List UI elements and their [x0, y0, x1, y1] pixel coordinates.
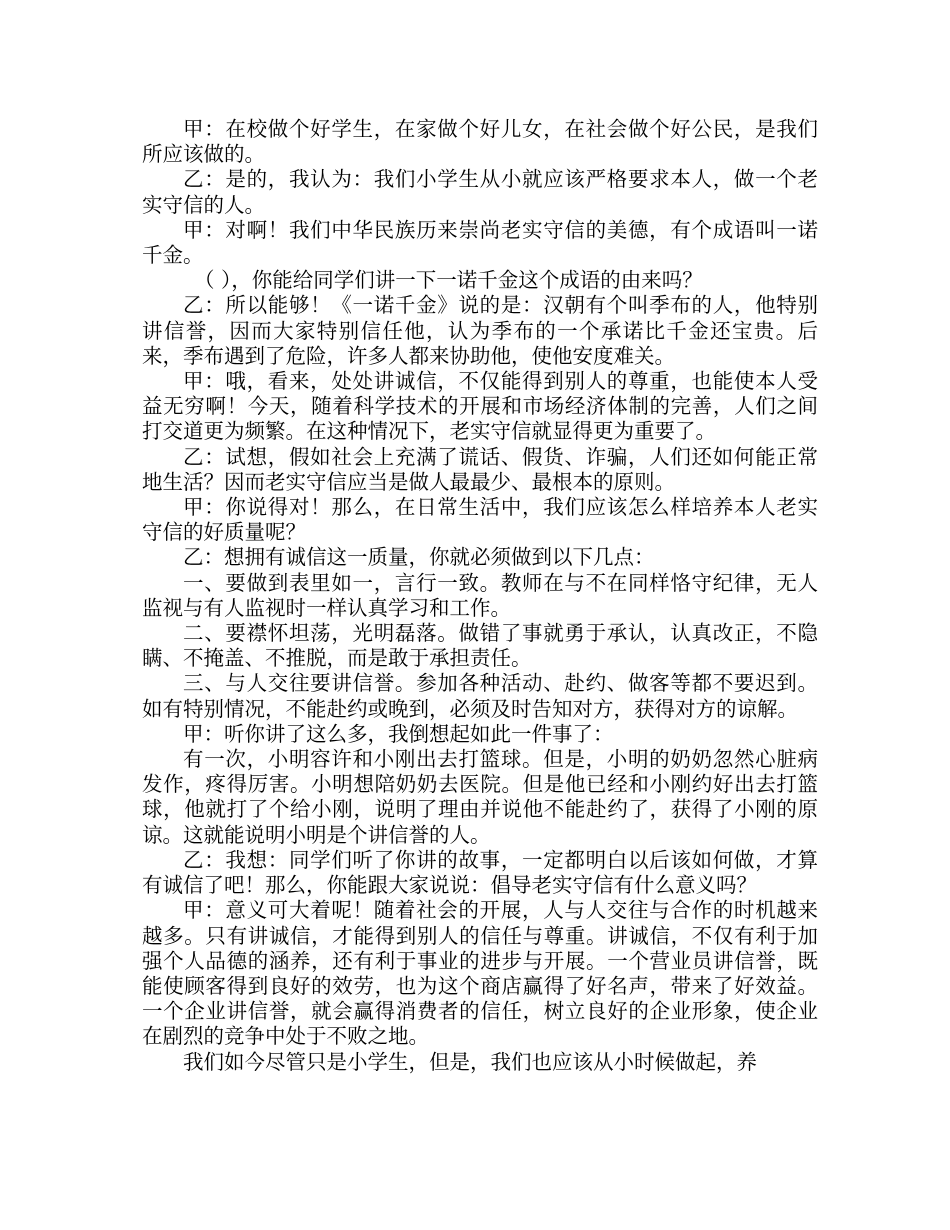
paragraph-8: 甲：你说得对！那么，在日常生活中，我们应该怎么样培养本人老实守信的好质量呢？	[142, 495, 818, 545]
paragraph-17: 我们如今尽管只是小学生，但是，我们也应该从小时候做起，养	[183, 1049, 757, 1074]
paragraph-7: 乙：试想，假如社会上充满了谎话、假货、诈骗，人们还如何能正常地生活？因而老实守信应当是做人最最少、最根本的原则。	[142, 444, 818, 494]
paragraph-5: 乙：所以能够！《一诺千金》说的是：汉朝有个叫季布的人，他特别讲信誉，因而大家特别信任他，认为季布的一个承诺比千金还宝贵。后来，季布遇到了危险，许多人都来协助他，使他安度难关。	[142, 293, 818, 368]
paragraph-3: 甲：对啊！我们中华民族历来崇尚老实守信的美德，有个成语叫一诺千金。	[142, 217, 818, 268]
paragraph-2: 乙：是的，我认为：我们小学生从小就应该严格要求本人，做一个老实守信的人。	[142, 167, 818, 217]
paragraph-10: 一、要做到表里如一，言行一致。教师在与不在同样恪守纪律，无人监视与有人监视时一样认真学习和工作。	[142, 570, 818, 620]
paragraph-14: 有一次，小明容许和小刚出去打篮球。但是，小明的奶奶忽然心脏病发作，疼得厉害。小明想陪奶奶去医院。但是他已经和小刚约好出去打篮球，他就打了个给小刚，说明了理由并说他不能赴约了，获得了小刚的原谅。这就能说明小明是个讲信誉的人。	[142, 747, 818, 847]
paragraph-12: 三、与人交往要讲信誉。参加各种活动、赴约、做客等都不要迟到。如有特别情况，不能赴约或晚到，必须及时告知对方，获得对方的谅解。	[142, 671, 818, 721]
paragraph-1: 甲：在校做个好学生，在家做个好儿女，在社会做个好公民，是我们所应该做的。	[142, 117, 818, 167]
paragraph-4: （ ），你能给同学们讲一下一诺千金这个成语的由来吗？	[194, 268, 703, 293]
paragraph-13: 甲：听你讲了这么多，我倒想起如此一件事了：	[183, 721, 614, 746]
document-page	[142, 117, 818, 1075]
paragraph-16: 甲：意义可大着呢！随着社会的开展，人与人交往与合作的时机越来越多。只有讲诚信，才能得到别人的信任与尊重。讲诚信，不仅有利于加强个人品德的涵养，还有利于事业的进步与开展。一个营业员讲信誉，既能使顾客得到良好的效劳，也为这个商店赢得了好名声，带来了好效益。一个企业讲信誉，就会赢得消费者的信任，树立良好的企业形象，使企业在剧烈的竞争中处于不败之地。	[142, 898, 818, 1049]
paragraph-6: 甲：哦，看来，处处讲诚信，不仅能得到别人的尊重，也能使本人受益无穷啊！今天，随着科学技术的开展和市场经济体制的完善，人们之间打交道更为频繁。在这种情况下，老实守信就显得更为重要了。	[142, 369, 818, 444]
paragraph-9: 乙：想拥有诚信这一质量，你就必须做到以下几点：	[183, 545, 655, 570]
paragraph-15: 乙：我想：同学们听了你讲的故事，一定都明白以后该如何做，才算有诚信了吧！那么，你能跟大家说说：倡导老实守信有什么意义吗？	[142, 847, 818, 898]
paragraph-11: 二、要襟怀坦荡，光明磊落。做错了事就勇于承认，认真改正，不隐瞒、不掩盖、不推脱，而是敢于承担责任。	[142, 621, 818, 671]
